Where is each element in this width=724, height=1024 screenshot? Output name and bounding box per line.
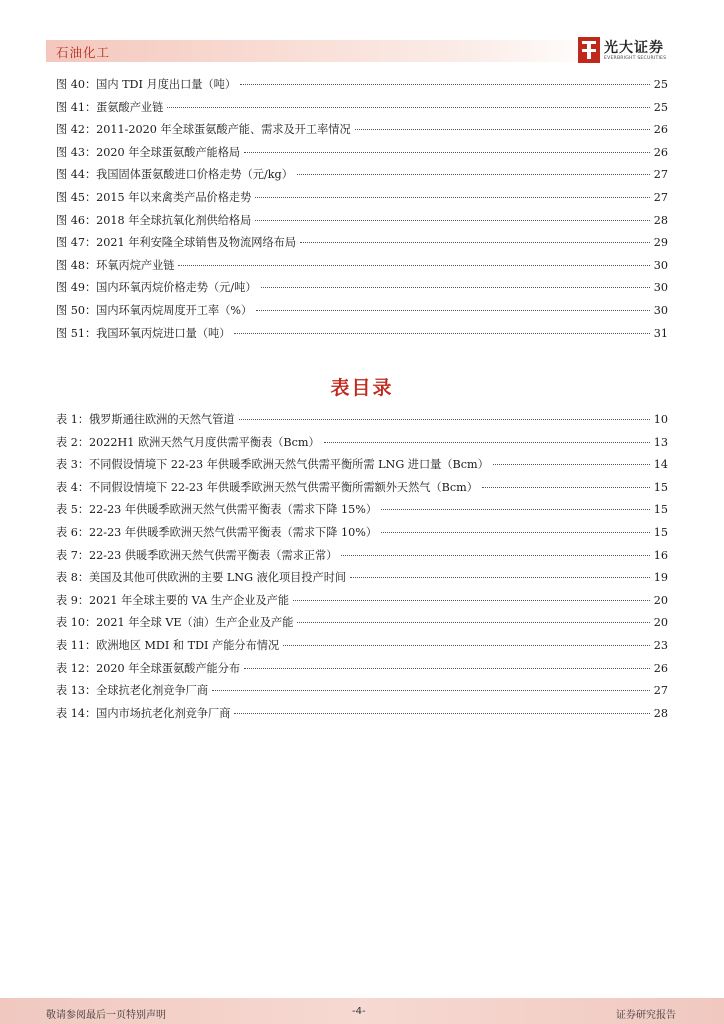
section-label: 石油化工	[56, 45, 111, 60]
logo-chinese-name: 光大证券	[604, 40, 664, 56]
table-entry-page-number: 26	[653, 661, 668, 675]
table-entry-page-number: 16	[653, 548, 668, 562]
table-entry-page-number: 14	[653, 458, 668, 472]
dot-leader	[255, 197, 649, 198]
table-entry[interactable]	[56, 477, 668, 500]
figure-entry[interactable]	[56, 210, 668, 233]
table-entry[interactable]	[56, 635, 668, 658]
dot-leader	[239, 419, 650, 420]
table-entry[interactable]	[56, 612, 668, 635]
table-entry-label: 表 3：不同假设情境下 22-23 年供暖季欧洲天然气供需平衡所需 LNG 进口量（Bcm）	[56, 458, 489, 472]
table-entry-page-number: 19	[653, 571, 668, 585]
figure-entry[interactable]	[56, 119, 668, 142]
dot-leader	[297, 622, 649, 623]
table-entry-page-number: 27	[653, 684, 668, 698]
figure-entry-page-number: 27	[653, 190, 668, 204]
dot-leader	[234, 713, 649, 714]
figure-entry-page-number: 30	[653, 281, 668, 295]
dot-leader	[244, 152, 650, 153]
table-entry[interactable]	[56, 703, 668, 726]
table-entry-label: 表 7：22-23 供暖季欧洲天然气供需平衡表（需求正常）	[56, 548, 338, 562]
table-entry-page-number: 15	[653, 480, 668, 494]
figure-entry-page-number: 29	[653, 236, 668, 250]
dot-leader	[297, 174, 650, 175]
table-entry-label: 表 5：22-23 年供暖季欧洲天然气供需平衡表（需求下降 15%）	[56, 503, 378, 517]
table-entry-label: 表 8：美国及其他可供欧洲的主要 LNG 液化项目投产时间	[56, 571, 347, 585]
tables-section-title: 表目录	[330, 377, 394, 399]
table-entry[interactable]	[56, 658, 668, 681]
dot-leader	[240, 84, 650, 85]
figure-entry-label: 图 47：2021 年利安隆全球销售及物流网络布局	[56, 236, 297, 250]
dot-leader	[355, 129, 650, 130]
figure-entry-label: 图 40：国内 TDI 月度出口量（吨）	[56, 78, 237, 91]
figure-entry[interactable]	[56, 142, 668, 165]
figure-entry[interactable]	[56, 255, 668, 278]
dot-leader	[493, 464, 650, 465]
figure-entry-label: 图 50：国内环氧丙烷周度开工率（%）	[56, 303, 253, 317]
table-entry[interactable]	[56, 409, 668, 432]
table-entry-label: 表 2：2022H1 欧洲天然气月度供需平衡表（Bcm）	[56, 435, 320, 449]
dot-leader	[381, 509, 650, 510]
table-entry[interactable]	[56, 680, 668, 703]
table-entry-label: 表 10：2021 年全球 VE（油）生产企业及产能	[56, 616, 294, 630]
figure-entry-label: 图 45：2015 年以来禽类产品价格走势	[56, 190, 252, 204]
table-entry-page-number: 28	[653, 706, 668, 720]
figure-entry-page-number: 27	[653, 168, 668, 182]
dot-leader	[482, 487, 650, 488]
table-entry-page-number: 15	[653, 503, 668, 517]
figure-entry-page-number: 30	[653, 258, 668, 272]
table-entry-page-number: 15	[653, 525, 668, 539]
dot-leader	[178, 265, 649, 266]
table-entry-page-number: 20	[653, 593, 668, 607]
dot-leader	[255, 220, 649, 221]
figure-entry[interactable]	[56, 97, 668, 120]
table-entry-label: 表 6：22-23 年供暖季欧洲天然气供需平衡表（需求下降 10%）	[56, 525, 378, 539]
figure-entry-label: 图 41：蛋氨酸产业链	[56, 100, 164, 114]
figure-entry[interactable]	[56, 74, 668, 97]
table-entry-label: 表 13：全球抗老化剂竞争厂商	[56, 684, 209, 698]
table-entry[interactable]	[56, 567, 668, 590]
dot-leader	[244, 668, 650, 669]
figure-entry-label: 图 44：我国固体蛋氨酸进口价格走势（元/kg）	[56, 168, 293, 182]
table-entry[interactable]	[56, 499, 668, 522]
table-entry[interactable]	[56, 590, 668, 613]
table-entry[interactable]	[56, 545, 668, 568]
dot-leader	[212, 690, 650, 691]
figure-entry-label: 图 49：国内环氧丙烷价格走势（元/吨）	[56, 281, 257, 295]
dot-leader	[381, 532, 650, 533]
figure-entry-page-number: 26	[653, 145, 668, 159]
dot-leader	[293, 600, 650, 601]
page-header	[0, 0, 724, 70]
dot-leader	[167, 107, 649, 108]
dot-leader	[256, 310, 650, 311]
figure-entry[interactable]	[56, 164, 668, 187]
page-number: -4-	[352, 1006, 366, 1017]
brand-logo	[578, 37, 688, 67]
figure-entry[interactable]	[56, 187, 668, 210]
figure-entry-page-number: 25	[653, 78, 668, 91]
table-entry[interactable]	[56, 522, 668, 545]
table-entry-label: 表 11：欧洲地区 MDI 和 TDI 产能分布情况	[56, 638, 280, 652]
figure-entry-label: 图 42：2011-2020 年全球蛋氨酸产能、需求及开工率情况	[56, 123, 351, 137]
figure-entry-page-number: 25	[653, 100, 668, 114]
everbright-logo-icon	[578, 37, 600, 63]
figure-entry-page-number: 31	[653, 326, 668, 340]
table-list	[56, 409, 668, 725]
table-entry-page-number: 13	[653, 435, 668, 449]
figure-entry-page-number: 30	[653, 303, 668, 317]
table-entry[interactable]	[56, 432, 668, 455]
figure-entry-label: 图 46：2018 年全球抗氧化剂供给格局	[56, 213, 252, 227]
figure-entry-page-number: 26	[653, 123, 668, 137]
table-entry-label: 表 9：2021 年全球主要的 VA 生产企业及产能	[56, 593, 290, 607]
footer-disclaimer: 敬请参阅最后一页特别声明	[46, 1010, 166, 1021]
table-entry-page-number: 10	[653, 413, 668, 426]
dot-leader	[283, 645, 650, 646]
dot-leader	[350, 577, 650, 578]
figure-entry[interactable]	[56, 300, 668, 323]
dot-leader	[261, 287, 650, 288]
figure-entry[interactable]	[56, 277, 668, 300]
table-entry-page-number: 20	[653, 616, 668, 630]
header-gradient-bar	[46, 40, 606, 62]
logo-english-name: EVERBRIGHT SECURITIES	[604, 56, 667, 61]
dot-leader	[341, 555, 649, 556]
dot-leader	[234, 333, 649, 334]
figure-entry[interactable]	[56, 232, 668, 255]
figure-entry-label: 图 43：2020 年全球蛋氨酸产能格局	[56, 145, 241, 159]
dot-leader	[324, 442, 650, 443]
table-entry-label: 表 14：国内市场抗老化剂竞争厂商	[56, 706, 231, 720]
figure-list	[56, 74, 668, 345]
footer-report-type: 证券研究报告	[616, 1010, 676, 1021]
table-entry-label: 表 12：2020 年全球蛋氨酸产能分布	[56, 661, 241, 675]
figure-entry[interactable]	[56, 323, 668, 346]
table-entry[interactable]	[56, 454, 668, 477]
table-entry-page-number: 23	[653, 638, 668, 652]
dot-leader	[300, 242, 650, 243]
figure-entry-page-number: 28	[653, 213, 668, 227]
table-entry-label: 表 1：俄罗斯通往欧洲的天然气管道	[56, 413, 235, 426]
table-entry-label: 表 4：不同假设情境下 22-23 年供暖季欧洲天然气供需平衡所需额外天然气（Bcm）	[56, 480, 478, 494]
figure-entry-label: 图 51：我国环氧丙烷进口量（吨）	[56, 326, 231, 340]
figure-entry-label: 图 48：环氧丙烷产业链	[56, 258, 175, 272]
